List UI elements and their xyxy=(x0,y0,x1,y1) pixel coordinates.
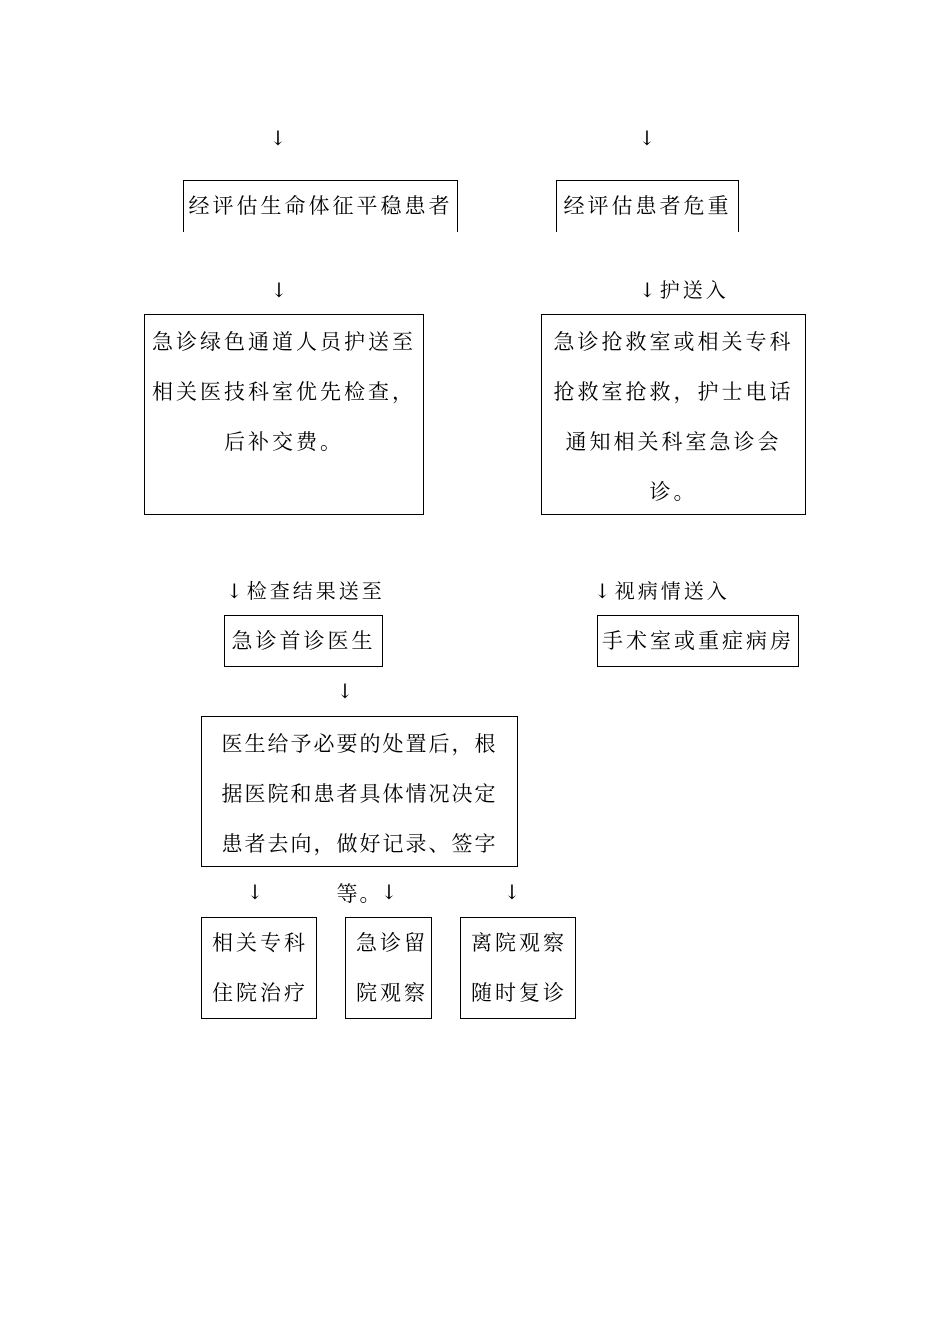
box-first-doctor xyxy=(224,615,383,667)
discharge-line-2: 随时复诊 xyxy=(471,981,567,1005)
admit-line-2: 住院治疗 xyxy=(212,981,308,1005)
surgery-icu-text: 手术室或重症病房 xyxy=(602,629,794,653)
arrow-discharge-down: ↓ xyxy=(503,880,521,904)
label-results-to-text: 检查结果送至 xyxy=(246,579,385,603)
arrow-top-right: ↓ xyxy=(638,126,656,150)
box-rescue-room xyxy=(541,314,806,515)
box-critical-patient xyxy=(556,180,739,232)
box-admit xyxy=(201,917,317,1019)
arrow-stable-down: ↓ xyxy=(270,278,288,302)
green-channel-line-3: 后补交费。 xyxy=(224,430,344,454)
rescue-line-1: 急诊抢救室或相关专科 xyxy=(553,330,794,354)
green-channel-line-1: 急诊绿色通道人员护送至 xyxy=(152,330,416,354)
arrow-critical-down: ↓ xyxy=(639,278,656,302)
observe-line-1: 急诊留 xyxy=(356,931,428,955)
arrow-admit-down: ↓ xyxy=(246,880,264,904)
label-per-condition xyxy=(594,579,730,603)
box-stable-text: 经评估生命体征平稳患者 xyxy=(188,194,453,218)
green-channel-line-2: 相关医技科室优先检查， xyxy=(152,380,416,404)
disposition-line-1: 医生给予必要的处置后，根 xyxy=(221,732,498,756)
label-results-to xyxy=(226,579,385,603)
arrow-doctor-down: ↓ xyxy=(336,679,354,703)
disposition-line-3: 患者去向，做好记录、签字等。 xyxy=(221,832,498,906)
rescue-line-2: 抢救室抢救，护士电话 xyxy=(553,380,794,404)
discharge-line-1: 离院观察 xyxy=(471,931,567,955)
disposition-line-2: 据医院和患者具体情况决定 xyxy=(221,782,498,806)
label-escort-in xyxy=(639,278,729,302)
arrow-observe-down: ↓ xyxy=(380,880,398,904)
arrow-results-down: ↓ xyxy=(226,579,243,603)
rescue-line-3: 通知相关科室急诊会诊。 xyxy=(565,430,782,504)
first-doctor-text: 急诊首诊医生 xyxy=(231,629,376,653)
label-per-condition-text: 视病情送入 xyxy=(614,579,730,603)
box-observe xyxy=(345,917,432,1019)
box-green-channel xyxy=(144,314,424,515)
box-critical-text: 经评估患者危重 xyxy=(563,194,732,218)
box-discharge xyxy=(460,917,576,1019)
admit-line-1: 相关专科 xyxy=(212,931,308,955)
box-surgery-icu xyxy=(597,615,799,667)
arrow-top-left: ↓ xyxy=(269,126,287,150)
label-escort-in-text: 护送入 xyxy=(659,278,729,302)
observe-line-2: 院观察 xyxy=(356,981,428,1005)
arrow-condition-down: ↓ xyxy=(594,579,611,603)
box-disposition xyxy=(201,716,518,906)
box-stable-patient xyxy=(183,180,458,232)
